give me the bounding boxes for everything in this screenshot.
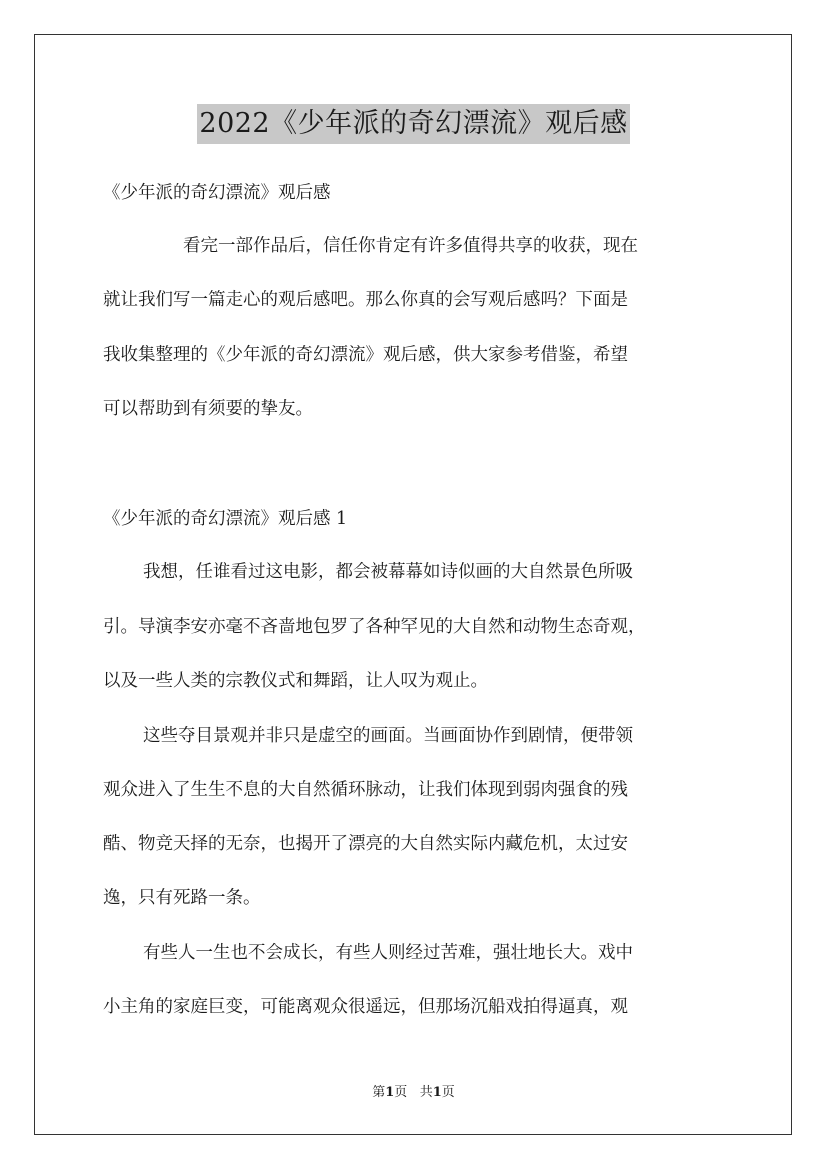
page-total-label: 共1页 <box>419 1085 455 1100</box>
document-title: 2022《少年派的奇幻漂流》观后感 <box>0 102 827 144</box>
paragraph-line: 有些人一生也不会成长，有些人则经过苦难，强壮地长大。戏中 <box>143 943 633 963</box>
intro-line: 可以帮助到有须要的挚友。 <box>103 399 313 419</box>
paragraph-line: 以及一些人类的宗教仪式和舞蹈，让人叹为观止。 <box>103 671 488 691</box>
page-footer <box>0 1083 827 1103</box>
intro-line: 就让我们写一篇走心的观后感吧。那么你真的会写观后感吗？下面是 <box>103 290 628 310</box>
subtitle: 《少年派的奇幻漂流》观后感 <box>103 183 331 203</box>
section-heading: 《少年派的奇幻漂流》观后感 1 <box>103 509 348 529</box>
paragraph-line: 逸，只有死路一条。 <box>103 888 261 908</box>
intro-line: 看完一部作品后，信任你肯定有许多值得共享的收获，现在 <box>183 236 638 256</box>
paragraph-line: 小主角的家庭巨变，可能离观众很遥远，但那场沉船戏拍得逼真，观 <box>103 997 628 1017</box>
paragraph-line: 观众进入了生生不息的大自然循环脉动，让我们体现到弱肉强食的残 <box>103 780 628 800</box>
paragraph-line: 我想，任谁看过这电影，都会被幕幕如诗似画的大自然景色所吸 <box>143 562 633 582</box>
page-number-label: 第1页 <box>372 1085 408 1100</box>
paragraph-line: 酷、物竞天择的无奈，也揭开了漂亮的大自然实际内藏危机，太过安 <box>103 834 628 854</box>
paragraph-line: 这些夺目景观并非只是虚空的画面。当画面协作到剧情，便带领 <box>143 726 633 746</box>
paragraph-line: 引。导演李安亦毫不吝啬地包罗了各种罕见的大自然和动物生态奇观， <box>103 617 646 637</box>
intro-line: 我收集整理的《少年派的奇幻漂流》观后感，供大家参考借鉴，希望 <box>103 345 628 365</box>
